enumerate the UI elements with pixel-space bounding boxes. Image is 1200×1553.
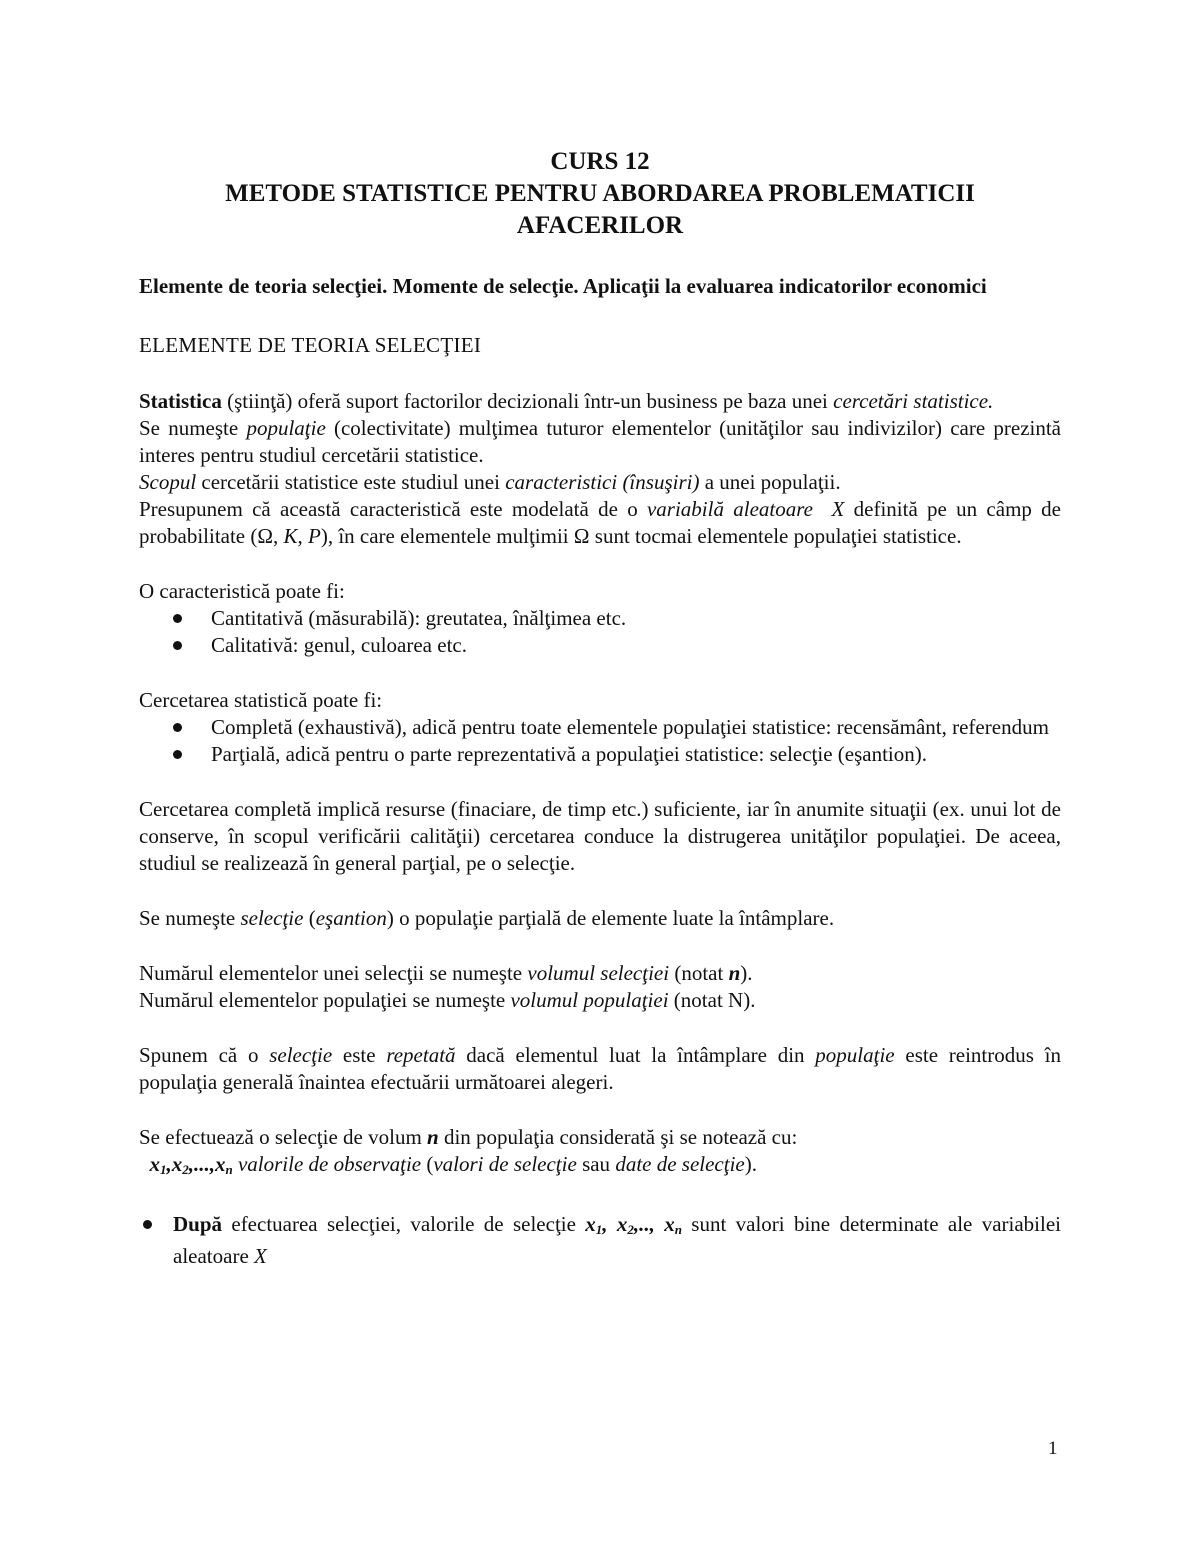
list-item: După efectuarea selecţiei, valorile de selecţie $x_1$, $x_2$,.., $x_n$ sunt valori bine determinate ale variabilei aleatoare X	[139, 1211, 1061, 1270]
bullet-icon	[173, 723, 182, 732]
research-list	[139, 714, 1061, 768]
bullet-icon	[173, 641, 182, 650]
title-line-2: METODE STATISTICE PENTRU ABORDAREA PROBLEMATICII	[225, 180, 975, 207]
term-statistica: Statistica	[139, 389, 222, 413]
paragraph-scopul: Scopul cercetării statistice este studiul unei caracteristici (însuşiri) a unei populaţii.	[139, 470, 841, 494]
paragraph-volum-selectie: Numărul elementelor unei selecţii se numeşte volumul selecţiei (notat n).	[139, 961, 753, 985]
bullet-icon	[173, 614, 182, 623]
paragraph-valori-observatie: $x_1,x_2,...,x_n$ valorile de observaţie (valori de selecţie sau date de selecţie).	[149, 1152, 757, 1177]
paragraph-statistica: Statistica (ştiinţă) oferă suport factorilor decizionali într-un business pe baza unei cercetări statistice.	[139, 389, 994, 413]
title-line-3: AFACERILOR	[516, 212, 684, 239]
section-heading: ELEMENTE DE TEORIA SELECŢIEI	[139, 333, 482, 357]
list-item: Calitativă: genul, culoarea etc.	[139, 632, 1061, 659]
characteristic-intro: O caracteristică poate fi:	[139, 579, 345, 603]
paragraph-populatie: Se numeşte populaţie (colectivitate) mulţimea tuturor elementelor (unităţilor sau indivizilor) care prezintă interes pentru studiul cercetării statistice.	[139, 416, 1061, 467]
paragraph-cercetarea-completa: Cercetarea completă implică resurse (finaciare, de timp etc.) suficiente, iar în anumite situaţii (ex. unui lot de conserve, în scopul verificării calităţii) cercetarea conduce la distrugerea unităţilor populaţiei. De aceea, studiul se realizează în general parţial, pe o selecţie.	[139, 797, 1061, 875]
document-body	[139, 146, 1061, 1270]
research-intro: Cercetarea statistică poate fi:	[139, 688, 383, 712]
after-selection-list	[139, 1211, 1061, 1270]
list-item: Cantitativă (măsurabilă): greutatea, înălţimea etc.	[139, 605, 1061, 632]
paragraph-selectie-repetata: Spunem că o selecţie este repetată dacă elementul luat la întâmplare din populaţie este reintrodus în populaţia generală înaintea efectuării următoarei alegeri.	[139, 1043, 1061, 1094]
paragraph-efectuare-selectie: Se efectuează o selecţie de volum n din populaţia considerată şi se notează cu:	[139, 1125, 798, 1149]
course-title	[139, 146, 1061, 242]
paragraph-volum-populatie: Numărul elementelor populaţiei se numeşte volumul populaţiei (notat N).	[139, 988, 756, 1012]
title-line-1: CURS 12	[550, 148, 650, 175]
paragraph-presupunem: Presupunem că această caracteristică este modelată de o variabilă aleatoare X definită pe un câmp de probabilitate (Ω, K, P), în care elementele mulţimii Ω sunt tocmai elementele populaţiei statistice.	[139, 497, 1062, 548]
list-item: Completă (exhaustivă), adică pentru toate elementele populaţiei statistice: recensământ, referendum	[139, 714, 1061, 741]
paragraph-selectie-def: Se numeşte selecţie (eşantion) o populaţie parţială de elemente luate la întâmplare.	[139, 906, 835, 930]
list-item: Parţială, adică pentru o parte reprezentativă a populaţiei statistice: selecţie (eşantion).	[139, 741, 1061, 768]
bullet-icon	[173, 750, 182, 759]
lecture-subtitle: Elemente de teoria selecţiei. Momente de selecţie. Aplicaţii la evaluarea indicatorilor economici	[139, 274, 987, 298]
bullet-icon	[143, 1220, 152, 1229]
characteristic-list	[139, 605, 1061, 659]
page-number: 1	[1048, 1438, 1058, 1459]
